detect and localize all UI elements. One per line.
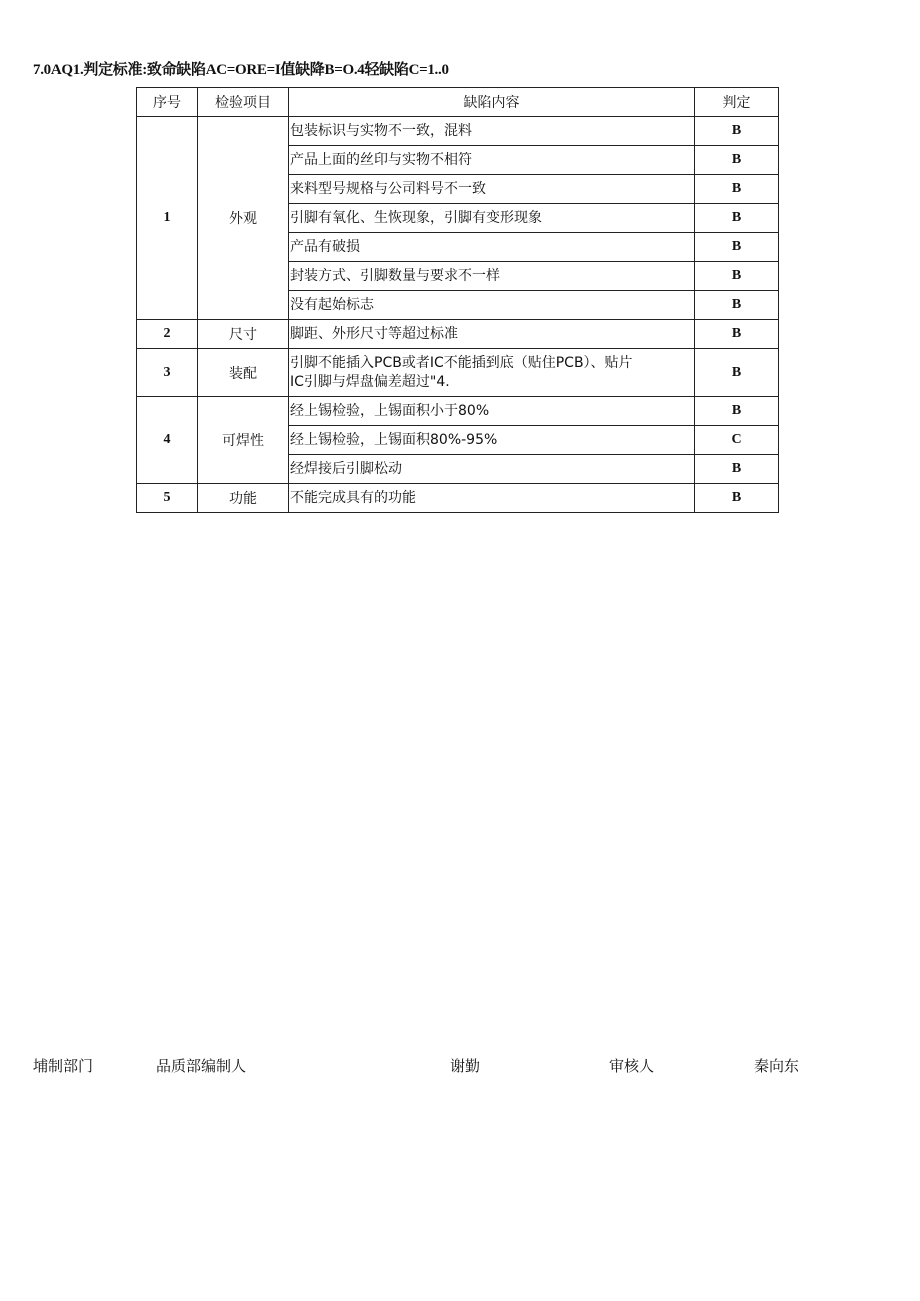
defect-cell: 经上锡检验，上锡面积80%-95%: [289, 426, 695, 455]
seq-cell: 1: [137, 117, 198, 320]
footer-editor-name: 谢勤: [450, 1057, 481, 1075]
table-row: [137, 320, 779, 349]
footer-editor-label: 品质部编制人: [156, 1057, 247, 1075]
item-cell: 可焊性: [198, 397, 289, 484]
footer-reviewer-name: 秦向东: [754, 1057, 800, 1075]
table-row: [137, 117, 779, 146]
item-cell: 外观: [198, 117, 289, 320]
seq-cell: 4: [137, 397, 198, 484]
defect-cell: 经焊接后引脚松动: [289, 455, 695, 484]
judge-cell: B: [695, 262, 779, 291]
table-row: [137, 397, 779, 426]
defect-cell: 产品上面的丝印与实物不相符: [289, 146, 695, 175]
judge-cell: B: [695, 175, 779, 204]
judge-cell: B: [695, 484, 779, 513]
table-row: [137, 484, 779, 513]
judge-cell: B: [695, 397, 779, 426]
judge-cell: B: [695, 291, 779, 320]
judge-cell: B: [695, 204, 779, 233]
header-defect: 缺陷内容: [289, 88, 695, 117]
judge-cell: C: [695, 426, 779, 455]
seq-cell: 3: [137, 349, 198, 397]
inspection-table: [136, 87, 779, 513]
judge-cell: B: [695, 233, 779, 262]
table-row: [137, 349, 779, 397]
table-header-row: [137, 88, 779, 117]
judge-cell: B: [695, 117, 779, 146]
judge-cell: B: [695, 146, 779, 175]
header-item: 检验项目: [198, 88, 289, 117]
header-judge: 判定: [695, 88, 779, 117]
defect-cell: 脚距、外形尺寸等超过标准: [289, 320, 695, 349]
defect-cell: 产品有破损: [289, 233, 695, 262]
judge-cell: B: [695, 455, 779, 484]
item-cell: 尺寸: [198, 320, 289, 349]
footer-dept-label: 埔制部门: [33, 1057, 94, 1075]
judge-cell: B: [695, 320, 779, 349]
seq-cell: 2: [137, 320, 198, 349]
defect-cell: 没有起始标志: [289, 291, 695, 320]
judge-cell: B: [695, 349, 779, 397]
defect-cell: 来料型号规格与公司料号不一致: [289, 175, 695, 204]
defect-cell: [289, 349, 695, 397]
defect-cell: 封装方式、引脚数量与要求不一样: [289, 262, 695, 291]
seq-cell: 5: [137, 484, 198, 513]
item-cell: 装配: [198, 349, 289, 397]
defect-cell: 不能完成具有的功能: [289, 484, 695, 513]
header-seq: 序号: [137, 88, 198, 117]
defect-cell: 引脚有氧化、生恢现象，引脚有变形现象: [289, 204, 695, 233]
item-cell: 功能: [198, 484, 289, 513]
defect-line: IC引脚与焊盘偏差超过"4.: [290, 373, 450, 390]
footer-reviewer-label: 审核人: [609, 1057, 655, 1075]
defect-cell: 包装标识与实物不一致，混料: [289, 117, 695, 146]
defect-line: 引脚不能插入PCB或者IC不能插到底（贴住PCB）、贴片: [290, 354, 633, 371]
criteria-heading: 7.0AQ1.判定标准:致命缺陷AC=ORE=I值缺降B=O.4轻缺陷C=1..0: [33, 62, 449, 78]
defect-cell: 经上锡检验，上锡面积小于80%: [289, 397, 695, 426]
